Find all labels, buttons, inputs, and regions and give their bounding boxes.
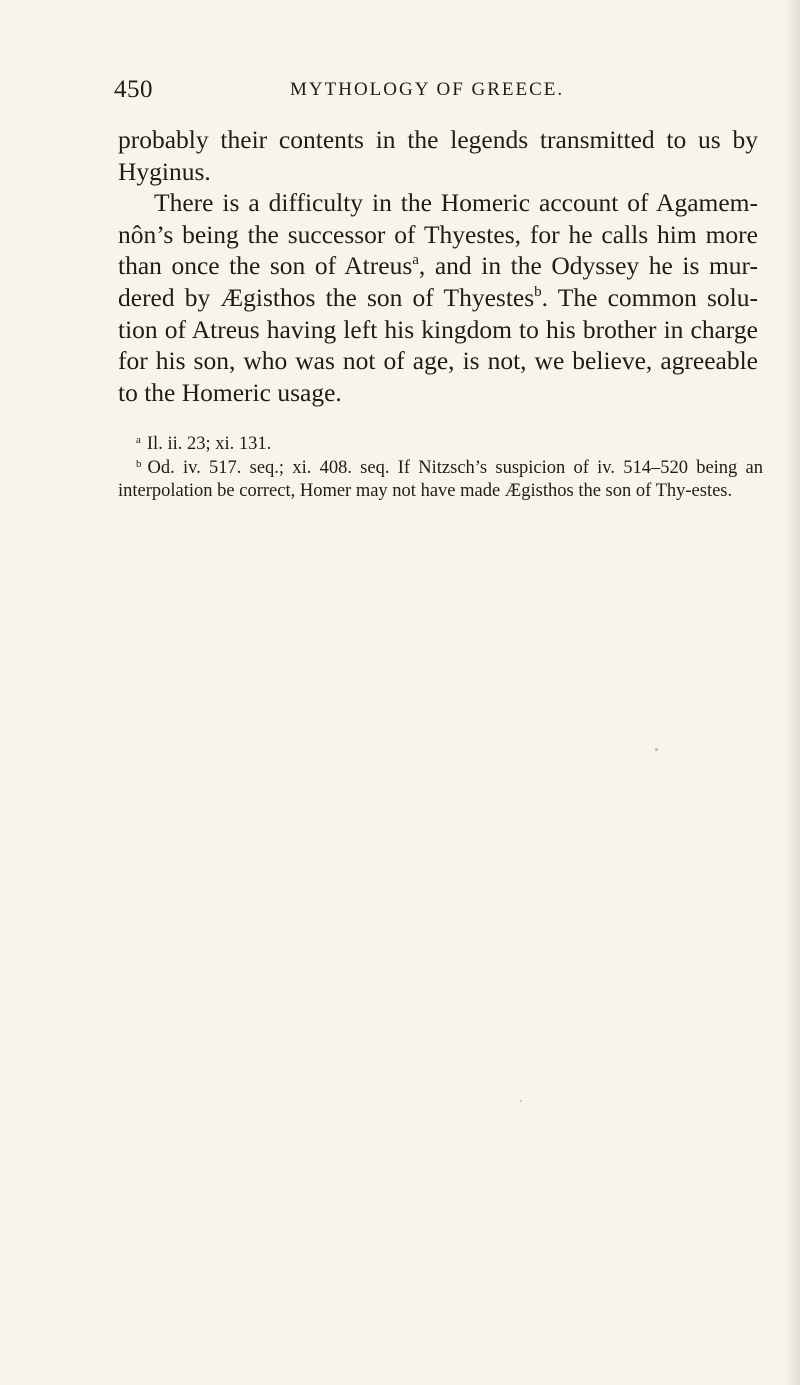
running-title: MYTHOLOGY OF GREECE. — [290, 79, 565, 100]
body-text — [118, 124, 758, 408]
footnote-b — [118, 457, 763, 504]
page-edge-shadow — [786, 0, 800, 1385]
paragraph-text-3: . The common solu-tion of Atreus having left his kingdom to his brother in charge for his son, who was not of age, is not, we believe, agreeable to the Homeric usage. — [118, 282, 758, 407]
paper-speck — [655, 748, 658, 751]
footnote-ref-b[interactable]: b — [534, 283, 542, 300]
paragraph-text-1: There is a difficulty in the Homeric account of Agamem-nôn’s being the successor of Thyestes, for he calls him more than once the son of Atreus — [118, 188, 758, 281]
footnotes — [118, 433, 763, 504]
footnote-a — [118, 433, 763, 457]
paragraph-text-2: , and in the Odyssey he is mur-dered by Ægisthos the son of Thyestes — [118, 251, 758, 312]
footnote-text: Il. ii. 23; xi. 131. — [146, 434, 272, 454]
paragraph-continuation: probably their contents in the legends transmitted to us by Hyginus. — [118, 125, 758, 186]
footnote-mark: b — [136, 457, 142, 470]
paper-speck — [520, 1100, 522, 1102]
page-number: 450 — [114, 76, 153, 103]
running-head — [114, 76, 754, 106]
paragraph-homeric-account — [118, 187, 758, 408]
footnote-ref-a[interactable]: a — [412, 252, 419, 269]
footnote-text: Od. iv. 517. seq.; xi. 408. seq. If Nitzsch’s suspicion of iv. 514–520 being an interpolation be correct, Homer may not have made Ægisthos the son of Thy-estes. — [118, 457, 763, 501]
footnote-mark: a — [136, 434, 141, 446]
